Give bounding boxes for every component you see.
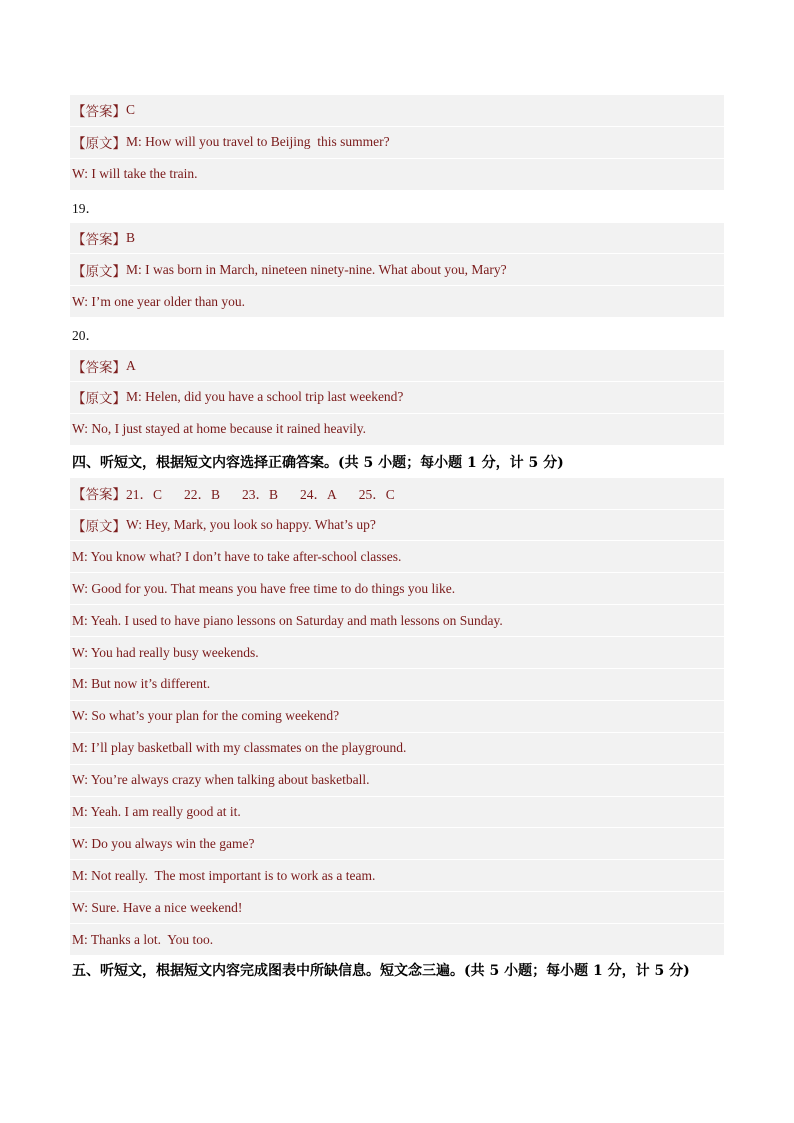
script-line: M: You know what? I don’t have to take after-school classes. (72, 548, 402, 564)
dialogue-line (70, 797, 724, 829)
answer-row-19 (70, 223, 724, 255)
script-line: M: I was born in March, nineteen ninety-nine. What about you, Mary? (126, 261, 507, 277)
answer-tag: 【答案】 (72, 104, 126, 120)
script-line: M: I’ll play basketball with my classmates on the playground. (72, 740, 407, 756)
script-line: W: So what’s your plan for the coming weekend? (72, 708, 340, 724)
script-tag: 【原文】 (72, 263, 126, 279)
script-tag: 【原文】 (72, 136, 126, 152)
answer-24: 24．A (300, 487, 337, 503)
answer-row-18 (70, 95, 724, 127)
question-number: 20． (72, 328, 99, 344)
script-row-18-1 (70, 127, 724, 159)
script-line: M: Helen, did you have a school trip last weekend? (126, 389, 404, 405)
script-line: M: But now it’s different. (72, 676, 211, 692)
section-heading: 四、听短文，根据短文内容选择正确答案。(共 5 小题；每小题 1 分，计 5 分) (72, 454, 564, 471)
answer-21: 21．C (126, 487, 163, 503)
script-line: M: Yeah. I am really good at it. (72, 804, 241, 820)
script-row-20-1 (70, 382, 724, 414)
script-line: W: Hey, Mark, you look so happy. What’s up? (126, 517, 376, 533)
dialogue-line (70, 765, 724, 797)
script-line: W: Good for you. That means you have free time to do things you like. (72, 580, 456, 596)
dialogue-line (70, 541, 724, 573)
dialogue-line (70, 573, 724, 605)
answer-tag: 【答案】 (72, 232, 126, 247)
dialogue-line (70, 860, 724, 892)
question-number: 19． (72, 200, 99, 216)
script-line: W: You’re always crazy when talking about basketball. (72, 772, 370, 788)
script-line: M: Yeah. I used to have piano lessons on Saturday and math lessons on Sunday. (72, 612, 503, 628)
dialogue-line (70, 510, 724, 542)
script-row-20-2 (70, 414, 724, 446)
answer-23: 23．B (242, 487, 279, 503)
script-line: M: Not really. The most important is to work as a team. (72, 867, 376, 883)
section-4-answers (70, 478, 724, 510)
section-heading: 五、听短文，根据短文内容完成图表中所缺信息。短文念三遍。(共 5 小题；每小题 1 分，计 5 分) (72, 963, 690, 980)
dialogue-line (70, 701, 724, 733)
script-line: M: How will you travel to Beijing this summer? (126, 134, 390, 150)
section-4-heading (70, 446, 724, 478)
script-line: W: I will take the train. (72, 166, 198, 182)
answer-value: A (126, 357, 136, 373)
answer-value: B (126, 230, 136, 245)
dialogue-line (70, 828, 724, 860)
answer-tag: 【答案】 (72, 359, 126, 375)
script-row-19-1 (70, 254, 724, 286)
answer-22: 22．B (184, 487, 221, 503)
script-line: W: No, I just stayed at home because it rained heavily. (72, 421, 367, 437)
answer-tag: 【答案】 (72, 487, 126, 503)
dialogue-line (70, 924, 724, 956)
script-tag: 【原文】 (72, 391, 126, 407)
question-number-19 (70, 191, 724, 223)
answer-row-20 (70, 350, 724, 382)
script-row-19-2 (70, 286, 724, 318)
dialogue-line (70, 733, 724, 765)
script-line: M: Thanks a lot. You too. (72, 931, 214, 947)
script-row-18-2 (70, 159, 724, 191)
script-line: W: I’m one year older than you. (72, 293, 246, 309)
answer-key-page (70, 95, 724, 987)
dialogue-line (70, 605, 724, 637)
section-5-heading (70, 956, 724, 987)
dialogue-line (70, 637, 724, 669)
answer-25: 25．C (358, 487, 395, 503)
script-line: W: Do you always win the game? (72, 835, 255, 851)
answer-value: C (126, 102, 136, 118)
dialogue-line (70, 892, 724, 924)
dialogue-line (70, 669, 724, 701)
script-line: W: You had really busy weekends. (72, 644, 259, 660)
question-number-20 (70, 318, 724, 350)
script-line: W: Sure. Have a nice weekend! (72, 899, 243, 915)
script-tag: 【原文】 (72, 519, 126, 535)
